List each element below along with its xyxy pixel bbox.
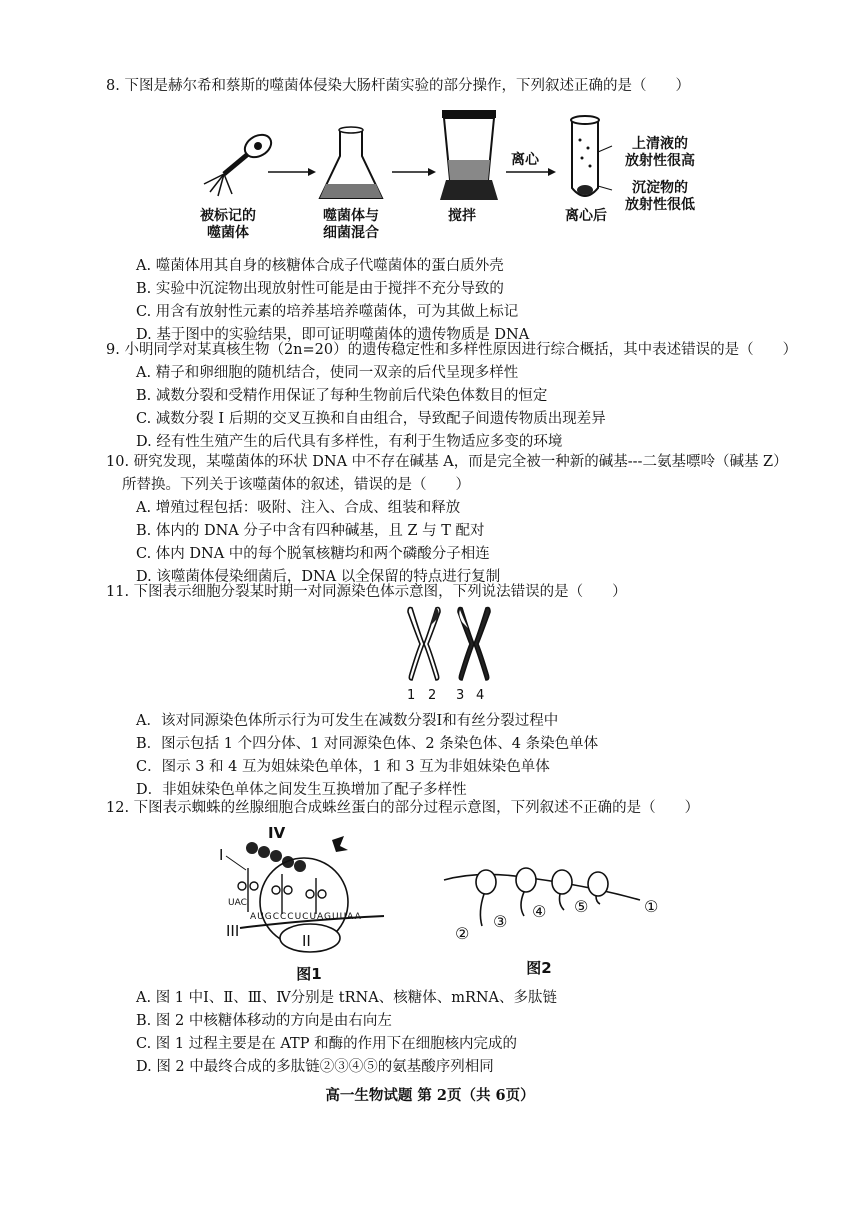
q11-label-2: 2: [428, 688, 437, 703]
q8-label-after: 离心后: [565, 208, 607, 224]
q8-label-supernatant: 上清液的 放射性很高: [625, 136, 695, 169]
q8-label-stir: 搅拌: [448, 208, 476, 224]
q9-option-b[interactable]: B. 减数分裂和受精作用保证了每种生物前后代染色体数目的恒定: [136, 388, 548, 404]
q8-label-centrifuge: 离心: [511, 152, 539, 168]
q12-fig1-label-IV: IV: [268, 824, 286, 842]
q10-option-a[interactable]: A. 增殖过程包括：吸附、注入、合成、组装和释放: [136, 500, 461, 516]
q9-option-d[interactable]: D. 经有性生殖产生的后代具有多样性，有利于生物适应多变的环境: [136, 434, 563, 450]
q9-option-c[interactable]: C. 减数分裂 I 后期的交叉互换和自由组合，导致配子间遗传物质出现差异: [136, 411, 606, 427]
chromosome-black-icon: [458, 608, 490, 681]
q8-label-labeled-phage: 被标记的 噬菌体: [200, 208, 256, 241]
q12-fig1-label-III: III: [226, 922, 240, 940]
q10-stem-line2: 所替换。下列关于该噬菌体的叙述，错误的是（ ）: [122, 477, 470, 493]
q12-fig1-mrna-seq: AUGCCCUCUAGUUAA: [250, 912, 362, 922]
q8-label-mix: 噬菌体与 细菌混合: [323, 208, 379, 241]
q8-option-b[interactable]: B. 实验中沉淀物出现放射性可能是由于搅拌不充分导致的: [136, 281, 504, 297]
q8-option-d[interactable]: D. 基于图中的实验结果，即可证明噬菌体的遗传物质是 DNA: [136, 327, 530, 343]
q11-label-4: 4: [476, 688, 485, 703]
q12-option-c[interactable]: C. 图 1 过程主要是在 ATP 和酶的作用下在细胞核内完成的: [136, 1036, 518, 1052]
q12-stem: 12. 下图表示蜘蛛的丝腺细胞合成蛛丝蛋白的部分过程示意图，下列叙述不正确的是（ ）: [106, 800, 700, 816]
q12-fig1-title: 图1: [296, 965, 322, 983]
q12-fig2-label-1: ①: [644, 897, 659, 916]
q8-option-a[interactable]: A. 噬菌体用其自身的核糖体合成子代噬菌体的蛋白质外壳: [136, 258, 504, 274]
phage-icon: [204, 130, 275, 196]
q11-option-d[interactable]: D．非姐妹染色单体之间发生互换增加了配子多样性: [136, 782, 467, 798]
q11-option-c[interactable]: C．图示 3 和 4 互为姐妹染色单体，1 和 3 互为非姐妹染色单体: [136, 759, 550, 775]
chromosome-white-icon: [408, 608, 440, 681]
page-footer: 高一生物试题 第 2页（共 6页）: [325, 1087, 535, 1104]
mrna-line: [444, 874, 640, 900]
q9-option-a[interactable]: A. 精子和卵细胞的随机结合，使同一双亲的后代呈现多样性: [136, 365, 519, 381]
q12-fig2-label-2: ②: [455, 924, 470, 943]
q12-fig2-label-3: ③: [493, 912, 508, 931]
q11-label-1: 1: [407, 688, 416, 703]
ribosome-icon: [476, 868, 608, 896]
q11-stem: 11. 下图表示细胞分裂某时期一对同源染色体示意图，下列说法错误的是（ ）: [106, 584, 627, 600]
q12-fig2-label-5: ⑤: [574, 897, 589, 916]
q11-option-b[interactable]: B．图示包括 1 个四分体、1 对同源染色体、2 条染色体、4 条染色单体: [136, 736, 599, 752]
q10-option-b[interactable]: B. 体内的 DNA 分子中含有四种碱基，且 Z 与 T 配对: [136, 523, 485, 539]
q10-stem-line1: 10. 研究发现，某噬菌体的环状 DNA 中不存在碱基 A，而是完全被一种新的碱基---二氨基嘌呤（碱基 Z）: [106, 454, 788, 470]
q11-chromosome-figure: [398, 604, 508, 684]
trna-icon: [238, 868, 326, 914]
q12-figure2: [440, 860, 670, 960]
q12-fig1-label-II: II: [302, 932, 311, 950]
q12-option-b[interactable]: B. 图 2 中核糖体移动的方向是由右向左: [136, 1013, 392, 1029]
q12-fig2-title: 图2: [526, 959, 552, 977]
q8-label-sediment: 沉淀物的 放射性很低: [625, 180, 695, 213]
q12-option-d[interactable]: D. 图 2 中最终合成的多肽链②③④⑤的氨基酸序列相同: [136, 1059, 494, 1075]
q9-stem: 9. 小明同学对某真核生物（2n=20）的遗传稳定性和多样性原因进行综合概括，其中表述错误的是（ ）: [106, 342, 798, 358]
flask-icon: [320, 127, 382, 198]
q12-fig1-label-I: I: [219, 846, 224, 864]
blender-icon: [440, 110, 498, 200]
q8-stem: 8. 下图是赫尔希和蔡斯的噬菌体侵染大肠杆菌实验的部分操作，下列叙述正确的是（ ）: [106, 78, 690, 94]
q11-option-a[interactable]: A．该对同源染色体所示行为可发生在减数分裂Ⅰ和有丝分裂过程中: [136, 713, 559, 729]
q8-option-c[interactable]: C. 用含有放射性元素的培养基培养噬菌体，可为其做上标记: [136, 304, 519, 320]
q8-figure: [180, 100, 820, 250]
centrifuge-tube-icon: [571, 116, 599, 196]
q10-option-c[interactable]: C. 体内 DNA 中的每个脱氧核糖均和两个磷酸分子相连: [136, 546, 490, 562]
q11-label-3: 3: [456, 688, 465, 703]
amino-acid-icon: [332, 836, 348, 852]
q10-option-d[interactable]: D. 该噬菌体侵染细菌后，DNA 以全保留的特点进行复制: [136, 569, 501, 585]
q12-fig1-anticodon: UAC: [228, 898, 247, 908]
q12-option-a[interactable]: A. 图 1 中Ⅰ、Ⅱ、Ⅲ、Ⅳ分别是 tRNA、核糖体、mRNA、多肽链: [136, 990, 558, 1006]
q12-fig2-label-4: ④: [532, 902, 547, 921]
